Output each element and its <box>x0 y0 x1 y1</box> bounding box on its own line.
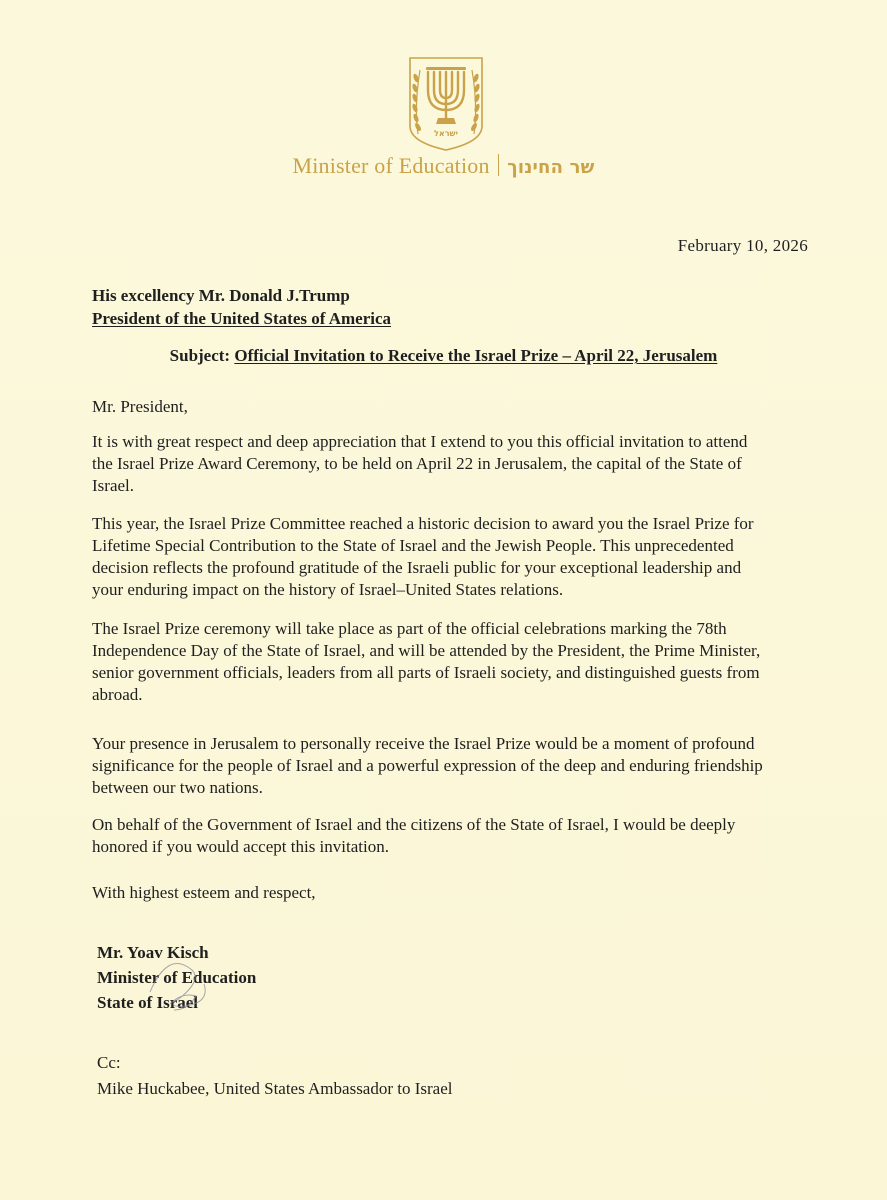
recipient-block <box>92 284 391 330</box>
paragraph-3 <box>92 618 832 706</box>
signature-block <box>97 940 256 1015</box>
paragraph-1 <box>92 431 832 497</box>
paragraph-line: between our two nations. <box>92 778 263 797</box>
paragraph-line: Israel. <box>92 476 135 495</box>
paragraph-line: Lifetime Special Contribution to the State of Israel and the Jewish People. This unprecedented <box>92 536 734 555</box>
salutation: Mr. President, <box>92 397 188 416</box>
letterhead-hebrew: שר החינוך <box>507 157 595 178</box>
paragraph-line: Your presence in Jerusalem to personally receive the Israel Prize would be a moment of profound <box>92 734 755 753</box>
svg-text:ישראל: ישראל <box>434 129 458 138</box>
menorah-emblem-icon <box>404 56 488 152</box>
closing-line: With highest esteem and respect, <box>92 883 316 902</box>
letterhead-divider <box>498 154 500 176</box>
subject-label: Subject: <box>169 346 231 365</box>
paragraph-line: your enduring impact on the history of Israel–United States relations. <box>92 580 564 599</box>
cc-block <box>97 1050 453 1102</box>
cc-label: Cc: <box>97 1053 121 1072</box>
paragraph-line: abroad. <box>92 685 143 704</box>
subject-text: Official Invitation to Receive the Israel Prize – April 22, Jerusalem <box>234 346 718 365</box>
paragraph-line: honored if you would accept this invitation. <box>92 837 389 856</box>
paragraph-line: Independence Day of the State of Israel, and will be attended by the President, the Prime Minister, <box>92 641 761 660</box>
paragraph-line: It is with great respect and deep appreciation that I extend to you this official invitation to attend <box>92 432 748 451</box>
paragraph-2 <box>92 513 832 601</box>
cc-recipient: Mike Huckabee, United States Ambassador to Israel <box>97 1079 453 1098</box>
paragraph-line: This year, the Israel Prize Committee reached a historic decision to award you the Israel Prize for <box>92 514 754 533</box>
subject-line <box>0 346 887 366</box>
letterhead-english: Minister of Education <box>292 153 490 178</box>
paragraph-line: senior government officials, leaders from all parts of Israeli society, and distinguished guests from <box>92 663 760 682</box>
signatory-title: Minister of Education <box>97 968 257 987</box>
paragraph-line: the Israel Prize Award Ceremony, to be held on April 22 in Jerusalem, the capital of the State of <box>92 454 742 473</box>
letter-date: February 10, 2026 <box>677 236 808 255</box>
paragraph-line: decision reflects the profound gratitude of the Israeli public for your exceptional leadership and <box>92 558 742 577</box>
paragraph-line: The Israel Prize ceremony will take place as part of the official celebrations marking the 78th <box>92 619 727 638</box>
paragraph-line: significance for the people of Israel and a powerful expression of the deep and enduring friendship <box>92 756 763 775</box>
paragraph-line: On behalf of the Government of Israel and the citizens of the State of Israel, I would be deeply <box>92 815 736 834</box>
signatory-org: State of Israel <box>97 993 199 1012</box>
recipient-title: President of the United States of America <box>92 309 392 328</box>
paragraph-4 <box>92 733 832 799</box>
letterhead-title <box>0 153 887 179</box>
recipient-name: His excellency Mr. Donald J.Trump <box>92 286 350 305</box>
signatory-name: Mr. Yoav Kisch <box>97 943 209 962</box>
paragraph-5 <box>92 814 832 858</box>
